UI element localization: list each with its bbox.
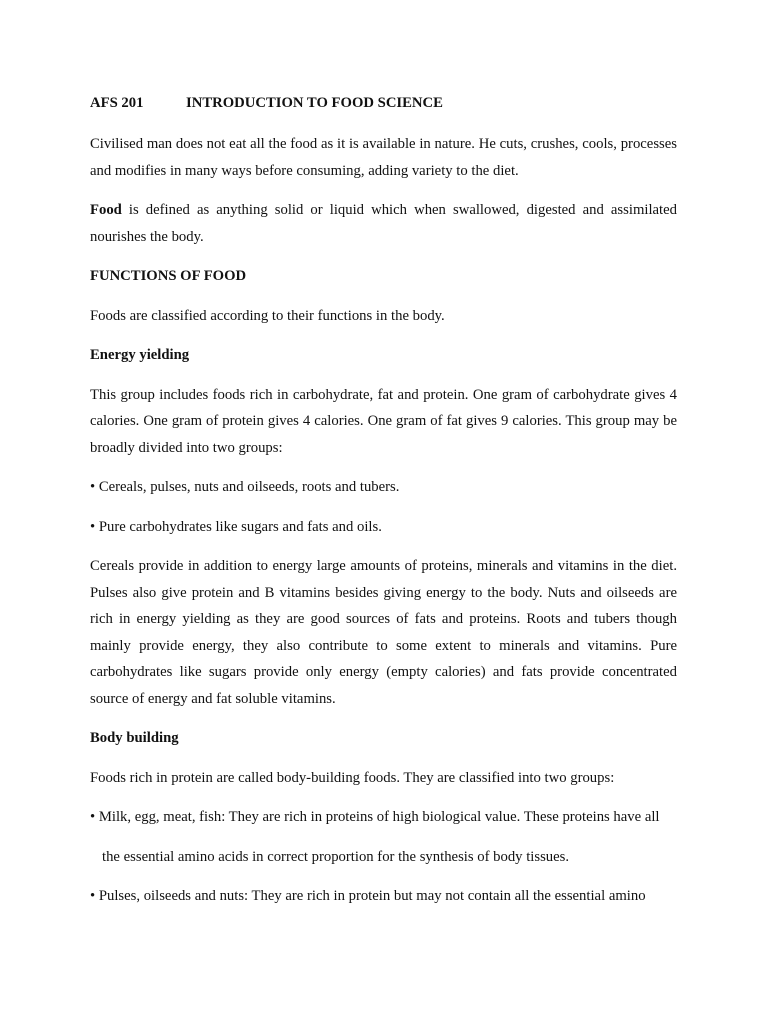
food-term: Food [90,202,122,218]
body-building-bullet-milk-line2: the essential amino acids in correct proportion for the synthesis of body tissues. [102,848,570,865]
functions-intro: Foods are classified according to their functions in the body. [90,307,445,324]
document-page [90,92,677,923]
energy-heading: Energy yielding [90,347,190,363]
course-code: AFS 201 [90,95,144,111]
energy-paragraph: This group includes foods rich in carbohydrate, fat and protein. One gram of carbohydrate gives 4 calories. One gram of protein gives 4 calories. One gram of fat gives 9 calories. This group may be broadly divided into two groups: [90,386,677,456]
body-building-heading: Body building [90,730,179,746]
body-building-bullet-milk-line1: • Milk, egg, meat, fish: They are rich in proteins of high biological value. These proteins have all [90,809,660,825]
energy-details-paragraph: Cereals provide in addition to energy large amounts of proteins, minerals and vitamins in the diet. Pulses also give protein and B vitamins besides giving energy to the body. Nuts and oilseeds are rich in energy yielding as they are good sources of fats and proteins. Roots and tubers though mainly provide energy, they also contribute to some extent to minerals and vitamins. Pure carbohydrates like sugars provide only energy (empty calories) and fats provide concentrated source of energy and fat soluble vitamins. [90,558,677,707]
functions-heading: FUNCTIONS OF FOOD [90,268,247,284]
body-building-intro: Foods rich in protein are called body-building foods. They are classified into two groups: [90,769,615,786]
food-definition-text: is defined as anything solid or liquid which when swallowed, digested and assimilated nourishes the body. [90,202,677,245]
course-title: INTRODUCTION TO FOOD SCIENCE [186,95,443,111]
document-header [90,92,677,114]
body-building-bullet-pulses: • Pulses, oilseeds and nuts: They are rich in protein but may not contain all the essential amino [90,888,646,904]
food-definition-paragraph [90,197,677,250]
energy-bullet-cereals: • Cereals, pulses, nuts and oilseeds, roots and tubers. [90,479,400,495]
intro-paragraph: Civilised man does not eat all the food as it is available in nature. He cuts, crushes, cools, processes and modifies in many ways before consuming, adding variety to the diet. [90,136,677,179]
energy-bullet-carbohydrates: • Pure carbohydrates like sugars and fats and oils. [90,518,382,535]
